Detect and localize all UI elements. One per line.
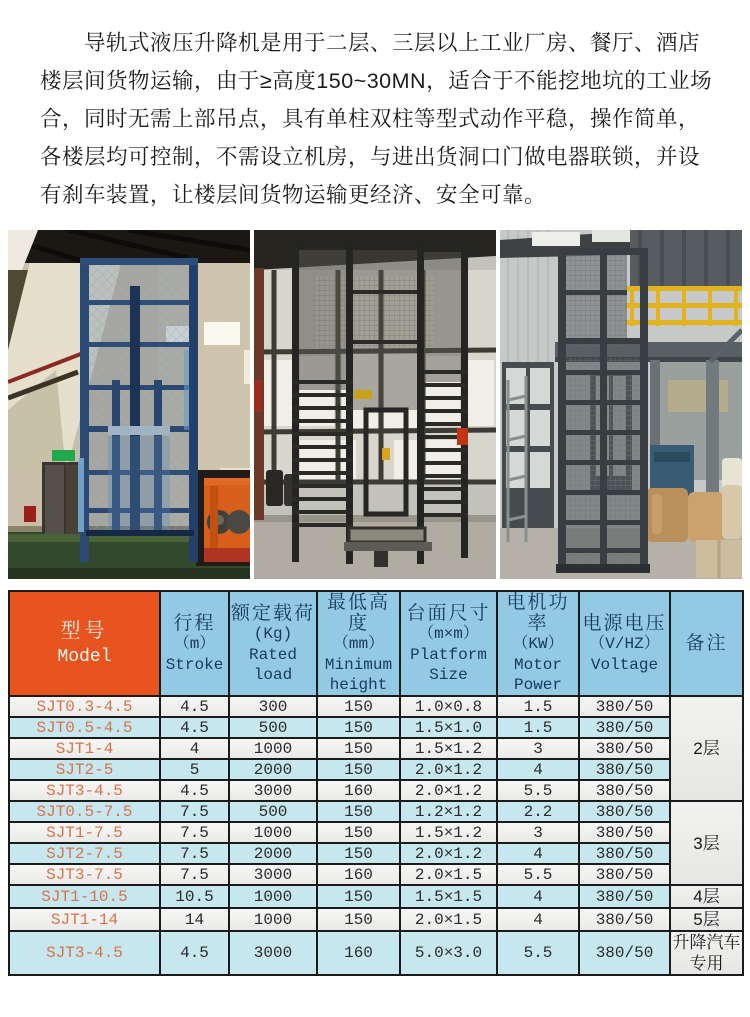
mezzanine-lift-illustration — [500, 230, 742, 579]
cell-min_height: 150 — [317, 717, 400, 738]
cell-min_height: 150 — [317, 696, 400, 717]
cell-load: 1000 — [229, 885, 317, 908]
cell-load: 3000 — [229, 931, 317, 975]
cell-model: SJT2-5 — [9, 759, 160, 780]
cell-stroke: 4.5 — [160, 717, 229, 738]
cell-stroke: 5 — [160, 759, 229, 780]
cell-min_height: 160 — [317, 931, 400, 975]
cell-load: 1000 — [229, 822, 317, 843]
cell-power: 4 — [497, 885, 579, 908]
cell-platform: 2.0×1.2 — [400, 843, 497, 864]
cell-voltage: 380/50 — [579, 843, 670, 864]
remark-cell: 4层 — [670, 885, 743, 908]
cell-power: 2.2 — [497, 801, 579, 822]
spec-table — [8, 590, 744, 976]
blue-lift-illustration — [8, 230, 250, 579]
cell-stroke: 10.5 — [160, 885, 229, 908]
cell-model: SJT0.5-4.5 — [9, 717, 160, 738]
cell-platform: 1.5×1.2 — [400, 738, 497, 759]
cell-min_height: 150 — [317, 759, 400, 780]
col-header-remark: 备注 — [670, 591, 743, 696]
col-header-model: 型号 Model — [9, 591, 160, 696]
cell-min_height: 150 — [317, 738, 400, 759]
col-header-voltage: 电源电压 （V/HZ） Voltage — [579, 591, 670, 696]
col-header-platform: 台面尺寸 （m×m） Platform Size — [400, 591, 497, 696]
table-row — [9, 864, 743, 885]
remark-cell: 5层 — [670, 908, 743, 931]
cell-voltage: 380/50 — [579, 908, 670, 931]
cell-model: SJT3-7.5 — [9, 864, 160, 885]
cell-model: SJT3-4.5 — [9, 931, 160, 975]
table-row — [9, 843, 743, 864]
photo-black-lift — [254, 230, 496, 579]
cell-stroke: 7.5 — [160, 864, 229, 885]
cell-platform: 2.0×1.5 — [400, 908, 497, 931]
cell-power: 5.5 — [497, 864, 579, 885]
photo-blue-lift — [8, 230, 250, 579]
cell-platform: 2.0×1.5 — [400, 864, 497, 885]
cell-platform: 1.5×1.5 — [400, 885, 497, 908]
cell-min_height: 150 — [317, 843, 400, 864]
cell-voltage: 380/50 — [579, 801, 670, 822]
cell-voltage: 380/50 — [579, 822, 670, 843]
cell-min_height: 160 — [317, 864, 400, 885]
cell-load: 3000 — [229, 780, 317, 801]
table-row — [9, 780, 743, 801]
col-header-power: 电机功率 （KW） Motor Power — [497, 591, 579, 696]
cell-voltage: 380/50 — [579, 931, 670, 975]
spec-table-body — [9, 696, 743, 975]
table-row — [9, 696, 743, 717]
cell-platform: 1.5×1.2 — [400, 822, 497, 843]
table-row — [9, 759, 743, 780]
cell-min_height: 150 — [317, 822, 400, 843]
table-row — [9, 717, 743, 738]
cell-power: 4 — [497, 843, 579, 864]
cell-power: 3 — [497, 822, 579, 843]
cell-min_height: 150 — [317, 801, 400, 822]
cell-min_height: 160 — [317, 780, 400, 801]
cell-voltage: 380/50 — [579, 780, 670, 801]
col-header-load: 额定载荷 (Kg) Rated load — [229, 591, 317, 696]
cell-stroke: 4 — [160, 738, 229, 759]
cell-voltage: 380/50 — [579, 864, 670, 885]
table-row — [9, 931, 743, 975]
cell-power: 4 — [497, 908, 579, 931]
remark-cell: 升降汽车专用 — [670, 931, 743, 975]
table-row — [9, 908, 743, 931]
cell-power: 3 — [497, 738, 579, 759]
cell-model: SJT2-7.5 — [9, 843, 160, 864]
cell-load: 1000 — [229, 738, 317, 759]
cell-min_height: 150 — [317, 908, 400, 931]
cell-stroke: 7.5 — [160, 801, 229, 822]
cell-stroke: 14 — [160, 908, 229, 931]
cell-power: 4 — [497, 759, 579, 780]
table-row — [9, 822, 743, 843]
cell-model: SJT1-4 — [9, 738, 160, 759]
cell-platform: 1.2×1.2 — [400, 801, 497, 822]
photo-mezzanine-lift — [500, 230, 742, 579]
black-lift-illustration — [254, 230, 496, 579]
cell-stroke: 4.5 — [160, 931, 229, 975]
cell-power: 1.5 — [497, 696, 579, 717]
cell-load: 500 — [229, 717, 317, 738]
cell-model: SJT1-7.5 — [9, 822, 160, 843]
cell-stroke: 4.5 — [160, 780, 229, 801]
intro-paragraph: 导轨式液压升降机是用于二层、三层以上工业厂房、餐厅、酒店楼层间货物运输，由于≥高度150~30MN，适合于不能挖地坑的工业场合，同时无需上部吊点，具有单柱双柱等型式动作平稳，操作简单，各楼层均可控制，不需设立机房，与进出货洞口门做电器联锁，并设有刹车装置，让楼层间货物运输更经济、安全可靠。 — [40, 31, 713, 207]
product-photos — [8, 230, 742, 579]
col-header-stroke: 行程 （m） Stroke — [160, 591, 229, 696]
cell-load: 2000 — [229, 843, 317, 864]
cell-load: 1000 — [229, 908, 317, 931]
cell-model: SJT3-4.5 — [9, 780, 160, 801]
cell-platform: 5.0×3.0 — [400, 931, 497, 975]
cell-power: 1.5 — [497, 717, 579, 738]
col-header-min_height: 最低高度 （mm） Minimum height — [317, 591, 400, 696]
cell-load: 500 — [229, 801, 317, 822]
cell-load: 2000 — [229, 759, 317, 780]
cell-platform: 2.0×1.2 — [400, 759, 497, 780]
cell-voltage: 380/50 — [579, 885, 670, 908]
cell-voltage: 380/50 — [579, 759, 670, 780]
cell-platform: 1.0×0.8 — [400, 696, 497, 717]
cell-voltage: 380/50 — [579, 738, 670, 759]
cell-stroke: 4.5 — [160, 696, 229, 717]
remark-cell: 2层 — [670, 696, 743, 801]
cell-platform: 1.5×1.0 — [400, 717, 497, 738]
remark-cell: 3层 — [670, 801, 743, 885]
product-page — [0, 24, 750, 1017]
cell-power: 5.5 — [497, 780, 579, 801]
spec-table-head — [9, 591, 743, 696]
table-row — [9, 738, 743, 759]
cell-model: SJT0.3-4.5 — [9, 696, 160, 717]
cell-min_height: 150 — [317, 885, 400, 908]
cell-stroke: 7.5 — [160, 843, 229, 864]
cell-stroke: 7.5 — [160, 822, 229, 843]
cell-voltage: 380/50 — [579, 696, 670, 717]
cell-model: SJT1-10.5 — [9, 885, 160, 908]
cell-platform: 2.0×1.2 — [400, 780, 497, 801]
table-row — [9, 801, 743, 822]
cell-model: SJT0.5-7.5 — [9, 801, 160, 822]
header-row — [9, 591, 743, 696]
cell-power: 5.5 — [497, 931, 579, 975]
cell-load: 3000 — [229, 864, 317, 885]
cell-voltage: 380/50 — [579, 717, 670, 738]
table-row — [9, 885, 743, 908]
cell-load: 300 — [229, 696, 317, 717]
cell-model: SJT1-14 — [9, 908, 160, 931]
